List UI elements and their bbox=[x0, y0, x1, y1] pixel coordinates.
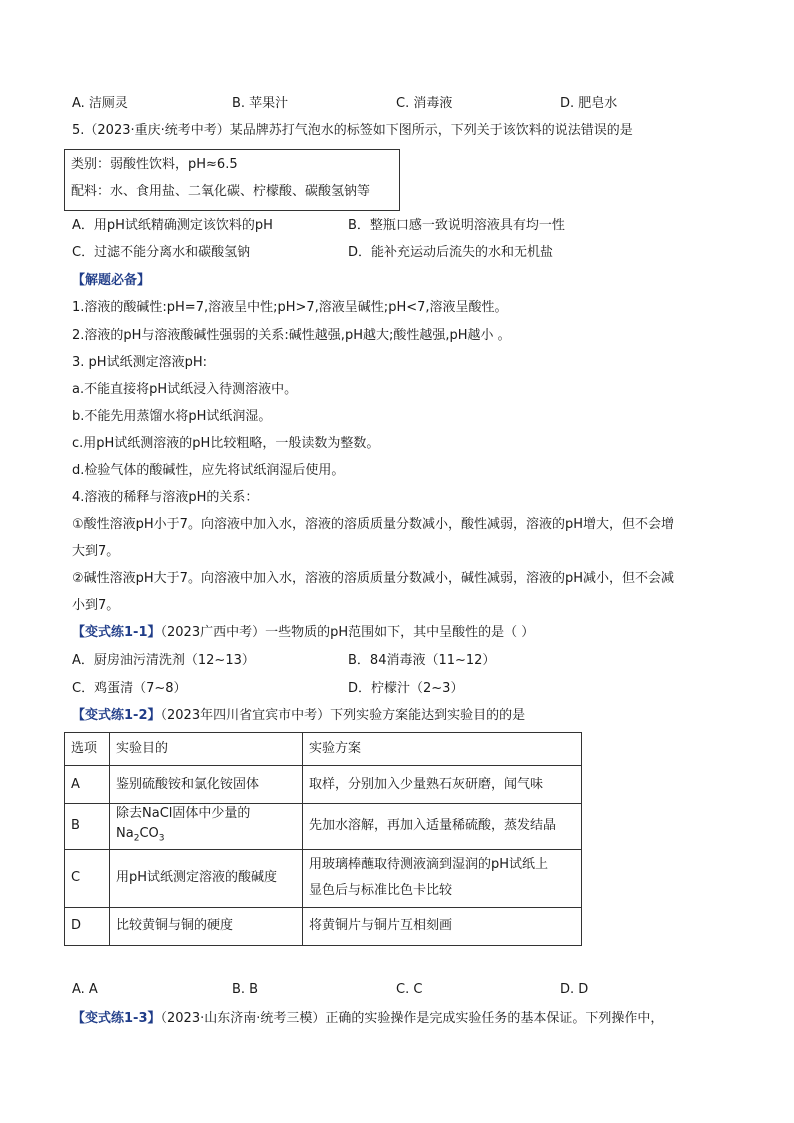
tips-line-8: 4.溶液的稀释与溶液pH的关系： bbox=[72, 490, 259, 505]
label-category: 类别：弱酸性饮料，pH≈6.5 bbox=[71, 157, 238, 172]
q5-options-row1 bbox=[72, 217, 732, 235]
row-plan: 将黄铜片与铜片互相刻画 bbox=[303, 907, 582, 945]
table-header-row bbox=[65, 733, 582, 766]
ex1-2-option-c: C. C bbox=[396, 982, 423, 997]
goal-text: 除去NaCl固体中少量的Na bbox=[116, 806, 251, 841]
row-option: B bbox=[65, 804, 110, 850]
ex1-2-text: （2023年四川省宜宾市中考）下列实验方案能达到实验目的的是 bbox=[160, 708, 526, 723]
q4-option-d: D. 肥皂水 bbox=[560, 96, 618, 111]
ex1-1-text: （2023广西中考）一些物质的pH范围如下，其中呈酸性的是（ ） bbox=[160, 625, 535, 640]
experiment-table bbox=[64, 732, 582, 946]
tips-line-10b: 小到7。 bbox=[72, 598, 120, 613]
ex1-3-stem bbox=[72, 1010, 663, 1028]
ex1-1-options-row2 bbox=[72, 680, 732, 698]
ex1-1-stem bbox=[72, 624, 534, 642]
subscript-3: 3 bbox=[158, 833, 165, 844]
ex1-1-option-d: D．柠檬汁（2~3） bbox=[348, 681, 464, 696]
ex1-2-tag: 【变式练1-2】 bbox=[72, 708, 161, 723]
tips-line-5: b.不能先用蒸馏水将pH试纸润湿。 bbox=[72, 409, 272, 424]
ex1-1-options-row1 bbox=[72, 652, 732, 670]
row-plan: 先加水溶解，再加入适量稀硫酸，蒸发结晶 bbox=[303, 804, 582, 850]
ex1-2-option-a: A. A bbox=[72, 982, 98, 997]
tips-line-6: c.用pH试纸测溶液的pH比较粗略，一般读数为整数。 bbox=[72, 436, 380, 451]
tips-heading: 【解题必备】 bbox=[72, 273, 151, 288]
plan-line-2: 显色后与标准比色卡比较 bbox=[309, 883, 453, 899]
tips-line-3: 3. pH试纸测定溶液pH: bbox=[72, 355, 207, 370]
row-plan bbox=[303, 849, 582, 907]
tips-line-2: 2.溶液的pH与溶液酸碱性强弱的关系:碱性越强,pH越大;酸性越强,pH越小 。 bbox=[72, 328, 511, 343]
row-plan: 取样，分别加入少量熟石灰研磨，闻气味 bbox=[303, 766, 582, 804]
tips-line-9b: 大到7。 bbox=[72, 544, 120, 559]
tips-line-10a: ②碱性溶液pH大于7。向溶液中加入水，溶液的溶质质量分数减小，碱性减弱，溶液的pH减小，但不会减 bbox=[72, 571, 674, 586]
ex1-2-stem bbox=[72, 707, 525, 725]
row-option: C bbox=[65, 849, 110, 907]
ex1-3-tag: 【变式练1-3】 bbox=[72, 1011, 161, 1026]
q5-option-c: C．过滤不能分离水和碳酸氢钠 bbox=[72, 245, 251, 260]
header-option: 选项 bbox=[65, 733, 110, 766]
goal-text-co: CO bbox=[139, 826, 159, 841]
tips-line-9a: ①酸性溶液pH小于7。向溶液中加入水，溶液的溶质质量分数减小，酸性减弱，溶液的pH增大，但不会增 bbox=[72, 517, 674, 532]
row-option: D bbox=[65, 907, 110, 945]
ex1-2-options bbox=[72, 981, 732, 999]
table-row bbox=[65, 849, 582, 907]
ex1-1-option-a: A．厨房油污清洗剂（12~13） bbox=[72, 653, 255, 668]
ex1-1-tag: 【变式练1-1】 bbox=[72, 625, 161, 640]
row-goal: 比较黄铜与铜的硬度 bbox=[110, 907, 303, 945]
header-goal: 实验目的 bbox=[110, 733, 303, 766]
subscript-2: 2 bbox=[133, 833, 140, 844]
q5-option-a: A．用pH试纸精确测定该饮料的pH bbox=[72, 218, 273, 233]
row-goal: 用pH试纸测定溶液的酸碱度 bbox=[110, 849, 303, 907]
header-plan: 实验方案 bbox=[303, 733, 582, 766]
q5-options-row2 bbox=[72, 244, 732, 262]
q5-stem: 5.（2023·重庆·统考中考）某品牌苏打气泡水的标签如下图所示，下列关于该饮料的说法错误的是 bbox=[72, 123, 633, 138]
table-row bbox=[65, 907, 582, 945]
ex1-1-option-b: B．84消毒液（11~12） bbox=[348, 653, 496, 668]
product-label-box bbox=[64, 149, 400, 211]
tips-line-7: d.检验气体的酸碱性，应先将试纸润湿后使用。 bbox=[72, 463, 345, 478]
q4-option-a: A. 洁厕灵 bbox=[72, 96, 128, 111]
ex1-1-option-c: C．鸡蛋清（7~8） bbox=[72, 681, 187, 696]
q5-option-d: D．能补充运动后流失的水和无机盐 bbox=[348, 245, 554, 260]
q5-option-b: B．整瓶口感一致说明溶液具有均一性 bbox=[348, 218, 565, 233]
ex1-2-option-b: B. B bbox=[232, 982, 259, 997]
q4-options bbox=[72, 95, 732, 113]
ex1-3-text: （2023·山东济南·统考三模）正确的实验操作是完成实验任务的基本保证。下列操作中， bbox=[160, 1011, 664, 1026]
table-row bbox=[65, 766, 582, 804]
plan-line-1: 用玻璃棒蘸取待测液滴到湿润的pH试纸上 bbox=[309, 857, 549, 873]
ex1-2-option-d: D. D bbox=[560, 982, 589, 997]
tips-line-1: 1.溶液的酸碱性:pH=7,溶液呈中性;pH>7,溶液呈碱性;pH<7,溶液呈酸性。 bbox=[72, 300, 508, 315]
row-goal: 鉴别硫酸铵和氯化铵固体 bbox=[110, 766, 303, 804]
row-option: A bbox=[65, 766, 110, 804]
label-ingredients: 配料：水、食用盐、二氧化碳、柠檬酸、碳酸氢钠等 bbox=[71, 184, 371, 199]
q4-option-c: C. 消毒液 bbox=[396, 96, 453, 111]
row-goal bbox=[110, 804, 303, 850]
table-row bbox=[65, 804, 582, 850]
tips-line-4: a.不能直接将pH试纸浸入待测溶液中。 bbox=[72, 382, 298, 397]
q4-option-b: B. 苹果汁 bbox=[232, 96, 289, 111]
